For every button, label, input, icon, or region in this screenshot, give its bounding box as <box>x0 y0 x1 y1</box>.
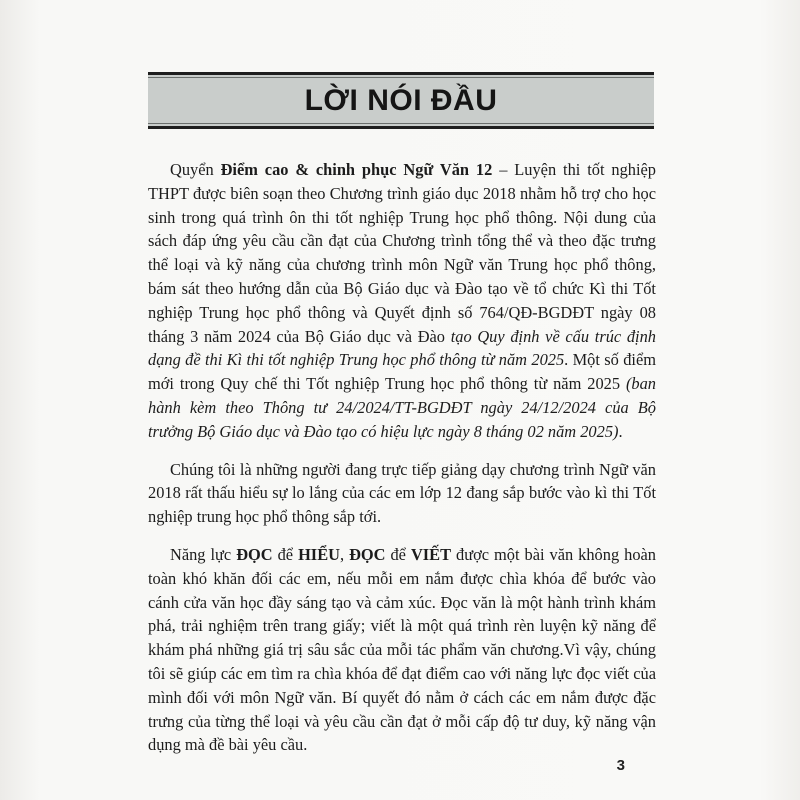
text-run: – Luyện thi tốt nghiệp THPT được biên soạn theo Chương trình giáo dục 2018 nhằm hỗ trợ cho học sinh trong quá trình ôn thi tốt nghiệp Trung học phổ thông. Nội dung của sách đáp ứng yêu cầu cần đạt của Chương trình tổng thể và theo đặc trưng thể loại và kỹ năng của chương trình môn Ngữ văn Trung học phổ thông, bám sát theo hướng dẫn của Bộ Giáo dục và Đào tạo về tổ chức Kì thi Tốt nghiệp Trung học phổ thông và Quyết định số 764/QĐ-BGDĐT ngày 08 tháng 3 năm 2024 của Bộ Giáo dục và Đào <box>148 160 657 346</box>
text-run: , <box>339 544 350 564</box>
text-run: được một bài văn không hoàn toàn khó khăn đối các em, nếu mỗi em nắm được chìa khóa để bước vào cánh cửa văn học đầy sáng tạo và cảm xúc. Đọc văn là một hành trình khám phá, trải nghiệm trên trang giấy; viết là một quá trình rèn luyện kỹ năng để khám phá những giá trị sâu sắc của mỗi tác phẩm văn chương.Vì vậy, chúng tôi sẽ giúp các em tìm ra chìa khóa để đạt điểm cao với năng lực đọc viết của mình đối với môn Ngữ văn. Bí quyết đó nằm ở cách các em nắm được đặc trưng của từng thể loại và yêu cầu cần đạt ở mỗi cấp độ tư duy, kỹ năng vận dụng mà đề bài yêu cầu. <box>148 544 656 755</box>
paragraph-3 <box>148 543 656 757</box>
paragraph-2: Chúng tôi là những người đang trực tiếp giảng dạy chương trình Ngữ văn 2018 rất thấu hiểu sự lo lắng của các em lớp 12 đang sắp bước vào kì thi Tốt nghiệp trung học phổ thông sắp tới. <box>148 459 656 527</box>
text-run: để <box>385 544 411 564</box>
decision-title-italic: tạo Quy định về cấu trúc định dạng đề thi Kì thi tốt nghiệp Trung học phổ thông từ năm 2025 <box>148 326 656 370</box>
emphasis-bold: HIỂU <box>298 544 340 564</box>
body-text <box>148 158 656 757</box>
text-run: Quyển <box>170 160 221 179</box>
emphasis-bold: VIẾT <box>410 544 452 564</box>
book-title-bold: Điểm cao & chinh phục Ngữ Văn 12 <box>220 160 493 179</box>
title-banner <box>148 72 654 129</box>
text-run: . Một số điểm mới trong Quy chế thi Tốt nghiệp Trung học phổ thông từ năm 2025 <box>148 350 656 394</box>
paragraph-1 <box>148 158 656 444</box>
page-title: LỜI NÓI ĐẦU <box>304 83 498 117</box>
text-run: . <box>618 421 623 441</box>
emphasis-bold: ĐỌC <box>236 544 273 564</box>
text-run: để <box>272 544 299 564</box>
page-number: 3 <box>616 757 625 774</box>
text-run: Năng lực <box>170 544 237 564</box>
emphasis-bold: ĐỌC <box>349 544 386 564</box>
circular-note-italic: (ban hành kèm theo Thông tư 24/2024/TT-BGDĐT ngày 24/12/2024 của Bộ trưởng Bộ Giáo dục và Đào tạo có hiệu lực ngày 8 tháng 02 năm 2025) <box>148 374 656 441</box>
